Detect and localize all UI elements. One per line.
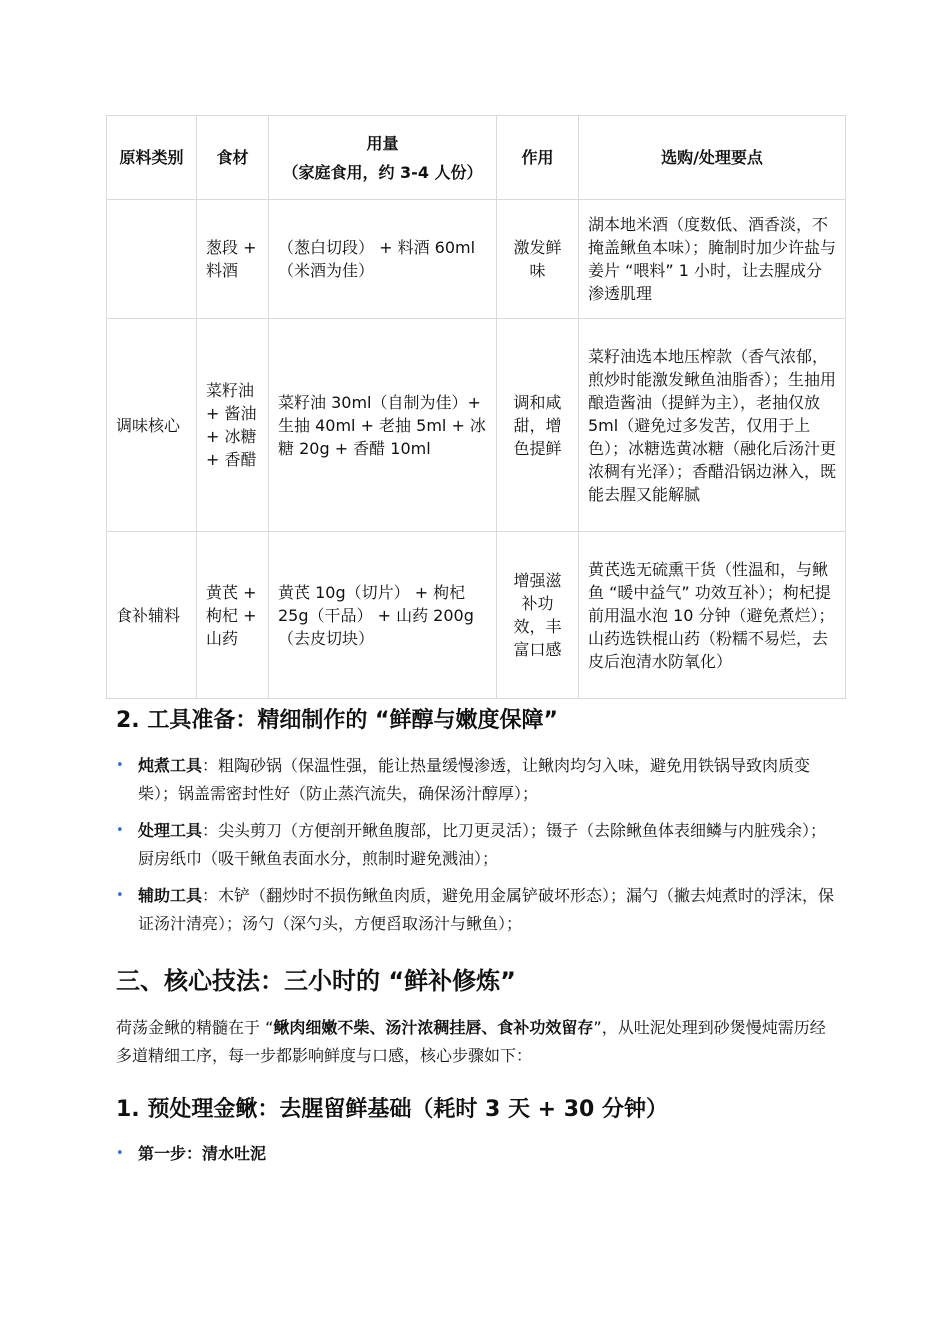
cell-category: 调味核心 (107, 319, 197, 532)
tools-list (116, 752, 836, 947)
subsection-heading-preprocess: 1. 预处理金鳅：去腥留鲜基础（耗时 3 天 + 30 分钟） (116, 1097, 668, 1122)
item-label: 炖煮工具 (138, 756, 203, 775)
cell-function: 激发鲜味 (497, 200, 579, 319)
section-heading-technique: 三、核心技法：三小时的 “鲜补修炼” (116, 967, 516, 995)
header-ingredient: 食材 (197, 116, 269, 200)
intro-text-before: 荷荡金鳅的精髓在于 “ (116, 1018, 274, 1037)
section-heading-tools: 2. 工具准备：精细制作的 “鲜醇与嫩度保障” (116, 708, 558, 733)
table-header-row (107, 116, 846, 200)
cell-ingredient: 葱段 + 料酒 (197, 200, 269, 319)
header-tips: 选购/处理要点 (579, 116, 846, 200)
step-label: 第一步：清水吐泥 (138, 1144, 267, 1163)
list-item (116, 817, 836, 873)
item-label: 辅助工具 (138, 886, 203, 905)
header-category: 原料类别 (107, 116, 197, 200)
cell-amount: 黄芪 10g（切片） + 枸杞 25g（干品） + 山药 200g（去皮切块） (269, 532, 497, 699)
bullet-icon: • (116, 1146, 124, 1161)
header-amount (269, 116, 497, 200)
intro-text-bold: 鳅肉细嫩不柴、汤汁浓稠挂唇、食补功效留存 (273, 1018, 594, 1037)
header-amount-line2: （家庭食用，约 3-4 人份） (282, 162, 483, 182)
table-row (107, 200, 846, 319)
item-text: ：尖头剪刀（方便剖开鳅鱼腹部，比刀更灵活）；镊子（去除鳅鱼体表细鳞与内脏残余）；厨房纸巾（吸干鳅鱼表面水分，煎制时避免溅油）； (138, 821, 827, 868)
item-text: ：粗陶砂锅（保温性强，能让热量缓慢渗透，让鳅肉均匀入味，避免用铁锅导致肉质变柴）；锅盖需密封性好（防止蒸汽流失，确保汤汁醇厚）； (138, 756, 811, 803)
steps-list (116, 1140, 266, 1168)
list-item (116, 752, 836, 808)
intro-paragraph (116, 1014, 836, 1070)
cell-tips: 菜籽油选本地压榨款（香气浓郁，煎炒时能激发鳅鱼油脂香）；生抽用酿造酱油（提鲜为主），老抽仅放 5ml（避免过多发苦，仅用于上色）；冰糖选黄冰糖（融化后汤汁更浓稠有光泽）；香醋沿锅边淋入，既能去腥又能解腻 (579, 319, 846, 532)
cell-ingredient: 黄芪 + 枸杞 + 山药 (197, 532, 269, 699)
bullet-icon: • (116, 758, 124, 773)
header-amount-line1: 用量 (366, 133, 399, 153)
intro-text-after: ”，从吐泥处理到砂煲慢炖需历经多道精细工序，每一步都影响鲜度与口感，核心步骤如下： (116, 1018, 826, 1065)
list-item (116, 882, 836, 938)
cell-amount: （葱白切段） + 料酒 60ml（米酒为佳） (269, 200, 497, 319)
cell-tips: 湖本地米酒（度数低、酒香淡，不掩盖鳅鱼本味）；腌制时加少许盐与姜片 “喂料” 1 小时，让去腥成分渗透肌理 (579, 200, 846, 319)
cell-ingredient: 菜籽油 + 酱油 + 冰糖 + 香醋 (197, 319, 269, 532)
table-row (107, 319, 846, 532)
item-text: ：木铲（翻炒时不损伤鳅鱼肉质，避免用金属铲破坏形态）；漏勺（撇去炖煮时的浮沫，保证汤汁清亮）；汤勺（深勺头，方便舀取汤汁与鳅鱼）； (138, 886, 835, 933)
cell-function: 增强滋补功效，丰富口感 (497, 532, 579, 699)
bullet-icon: • (116, 888, 124, 903)
cell-category: 食补辅料 (107, 532, 197, 699)
list-item (116, 1140, 266, 1168)
item-label: 处理工具 (138, 821, 203, 840)
ingredients-table (106, 115, 846, 699)
header-function: 作用 (497, 116, 579, 200)
cell-function: 调和咸甜，增色提鲜 (497, 319, 579, 532)
bullet-icon: • (116, 823, 124, 838)
cell-amount: 菜籽油 30ml（自制为佳）+ 生抽 40ml + 老抽 5ml + 冰糖 20g + 香醋 10ml (269, 319, 497, 532)
cell-tips: 黄芪选无硫熏干货（性温和，与鳅鱼 “暖中益气” 功效互补）；枸杞提前用温水泡 10 分钟（避免煮烂）；山药选铁棍山药（粉糯不易烂，去皮后泡清水防氧化） (579, 532, 846, 699)
cell-category (107, 200, 197, 319)
table-row (107, 532, 846, 699)
